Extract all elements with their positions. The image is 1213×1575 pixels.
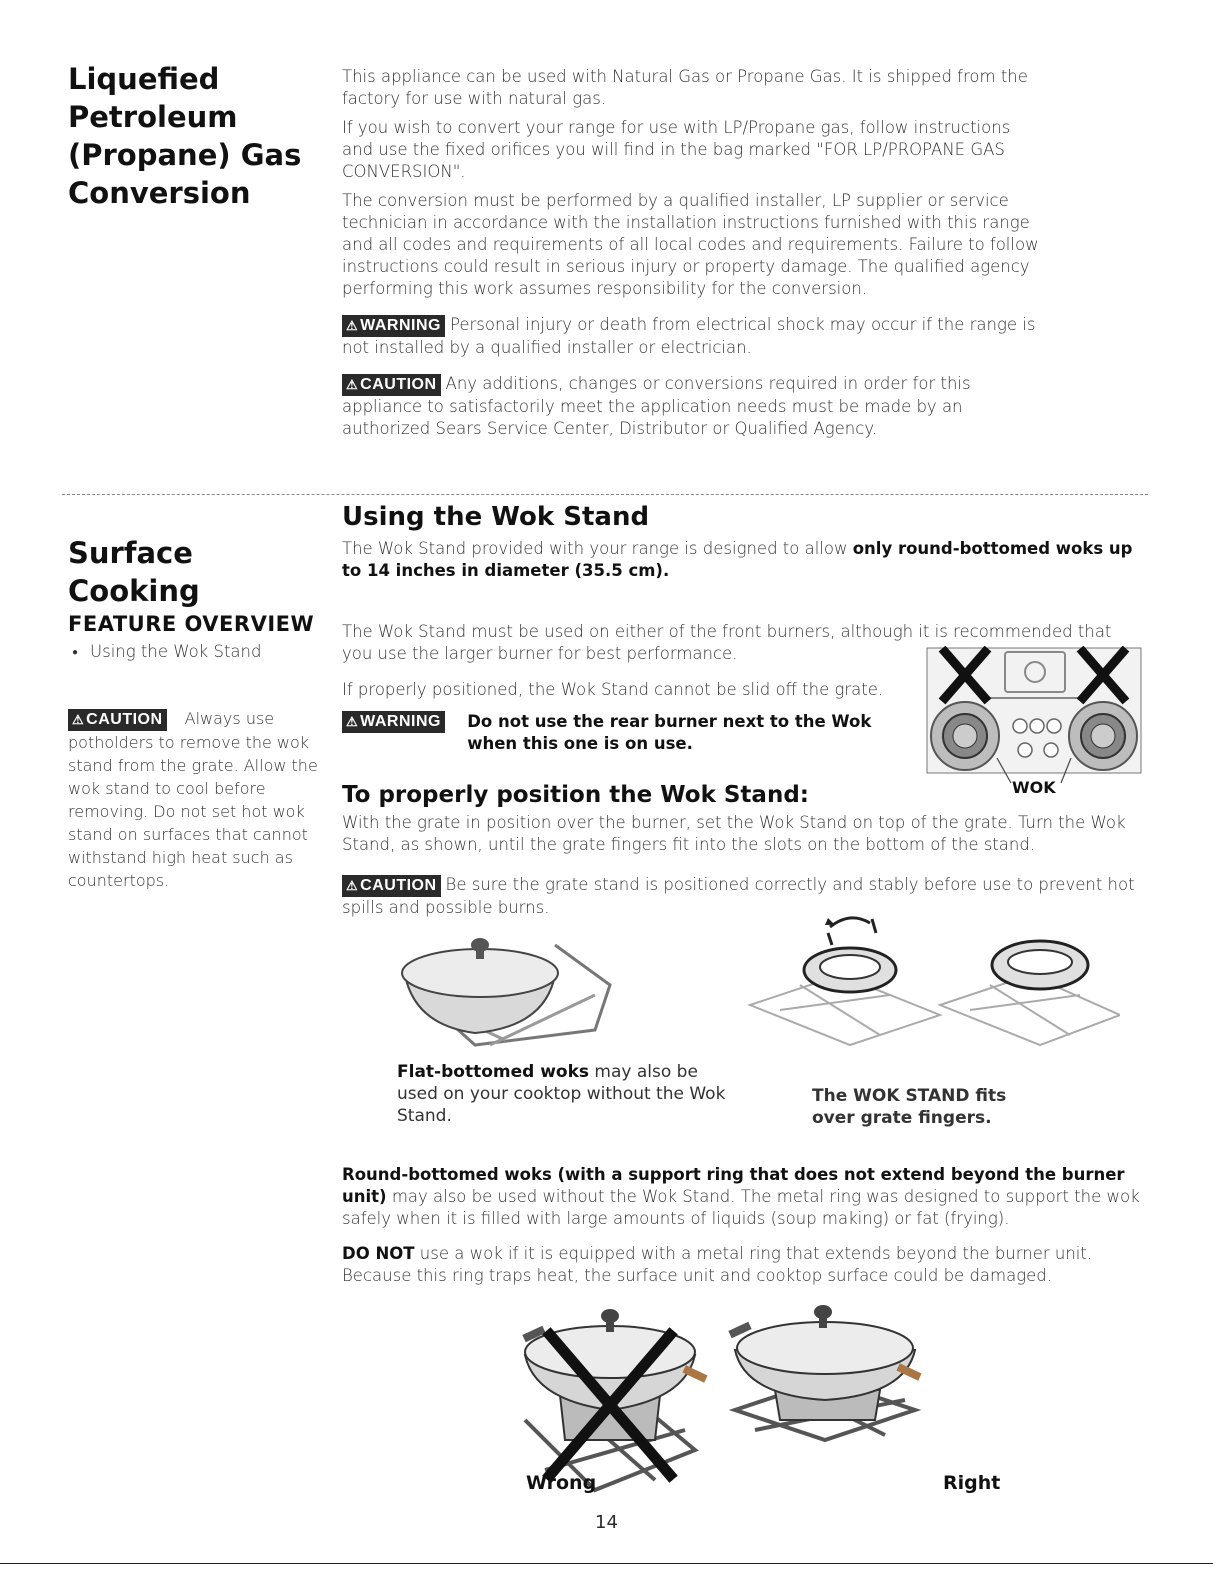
- wok-stand-positioned: [940, 941, 1120, 1045]
- burner-layout-diagram: [925, 646, 1145, 791]
- warning-badge: ⚠ WARNING: [342, 315, 445, 337]
- bullet-icon: ●: [72, 646, 79, 658]
- lp-caution-text: Any additions, changes or conversions required in order for this appliance to satisfactorily meet the application needs must be made by an authorized Sears Service Center, Distributor or Qualified Agency.: [342, 374, 971, 438]
- wrong-wok: [522, 1309, 707, 1490]
- section-divider: [62, 494, 1148, 495]
- right-label: Right: [943, 1472, 1001, 1494]
- lp-para-installer: The conversion must be performed by a qualified installer, LP supplier or service technician in accordance with the installation instructions furnished with this range and all codes and requirements of all local codes and requirements. Failure to follow instructions could result in serious injury or property damage. The qualified agency performing this work assumes responsibility for the conversion.: [342, 191, 1039, 298]
- position-text: With the grate in position over the burner, set the Wok Stand on top of the grate. Turn the Wok Stand, as shown, until the grate fingers fit into the slots on the bottom of the stand.: [342, 813, 1126, 854]
- wok-stand-rotating: [750, 918, 940, 1045]
- wok-ring-comparison-illustration: [505, 1300, 925, 1500]
- surface-section-title: [68, 534, 200, 610]
- flat-wok-illustration: [395, 915, 625, 1055]
- round-bottom-para: [342, 1164, 1142, 1230]
- wok-intro: [342, 538, 1142, 582]
- lp-para-natural-gas: This appliance can be used with Natural Gas or Propane Gas. It is shipped from the factory for use with natural gas.: [342, 67, 1028, 108]
- page-number: 14: [595, 1512, 618, 1533]
- lp-caution: [342, 373, 1042, 440]
- front-left-burner: [931, 702, 999, 770]
- lp-section-title: [68, 60, 318, 212]
- feature-overview-heading: FEATURE OVERVIEW: [68, 612, 315, 636]
- lp-title-line: Conversion: [68, 176, 251, 210]
- warning-triangle-icon: ⚠: [346, 714, 359, 729]
- warning-badge: ⚠ WARNING: [342, 711, 445, 733]
- position-subheading: To properly position the Wok Stand:: [342, 782, 809, 808]
- lp-section-body: [342, 66, 1042, 447]
- lp-warning-text: Personal injury or death from electrical shock may occur if the range is not installed by a qualified installer or electrician.: [342, 315, 1036, 357]
- surface-caution-text-first: Always use: [184, 709, 275, 728]
- caution-badge: ⚠ CAUTION: [68, 709, 167, 731]
- lp-title-line: Petroleum: [68, 100, 238, 134]
- flat-wok-caption-text: may also be used on your cooktop without the Wok Stand.: [397, 1062, 726, 1126]
- wok-caution-text: Be sure the grate stand is positioned correctly and stably before use to prevent hot spills and possible burns.: [342, 875, 1135, 917]
- lp-para-convert: If you wish to convert your range for use with LP/Propane gas, follow instructions and use the fixed orifices you will find in the bag marked "FOR LP/PROPANE GAS CONVERSION".: [342, 118, 1011, 181]
- wok-stand-grate-illustration: [740, 905, 1120, 1055]
- do-not-text: use a wok if it is equipped with a metal ring that extends beyond the burner unit. Because this ring traps heat, the surface unit and cooktop surface could be damaged.: [342, 1244, 1093, 1285]
- wok-warning: [342, 711, 922, 755]
- feature-list-item: [72, 641, 261, 664]
- wok-para-slid: If properly positioned, the Wok Stand cannot be slid off the grate.: [342, 680, 884, 699]
- wok-stand-fits-caption: The WOK STAND fits over grate fingers.: [812, 1086, 1007, 1128]
- surface-title-line: Cooking: [68, 574, 200, 608]
- feature-item-label: Using the Wok Stand: [90, 642, 262, 661]
- caution-badge: ⚠ CAUTION: [342, 374, 441, 396]
- flat-wok-caption: [397, 1061, 727, 1127]
- warning-triangle-icon: ⚠: [346, 377, 359, 392]
- surface-caution: [68, 707, 318, 892]
- warning-triangle-icon: ⚠: [72, 712, 85, 727]
- wok-diagram-label: WOK: [1012, 778, 1056, 797]
- do-not-bold: DO NOT: [342, 1244, 415, 1263]
- do-not-para: [342, 1243, 1142, 1287]
- wok-intro-bold: only round-bottomed woks up to 14 inches in diameter (35.5 cm).: [342, 539, 1133, 580]
- warning-triangle-icon: ⚠: [346, 878, 359, 893]
- round-bottom-bold: Round-bottomed woks (with a support ring that does not extend beyond the burner unit): [342, 1165, 1125, 1206]
- lp-title-line: (Propane) Gas: [68, 138, 302, 172]
- bottom-rule: [0, 1563, 1213, 1564]
- caution-badge: ⚠ CAUTION: [342, 875, 441, 897]
- wrong-label: Wrong: [526, 1472, 597, 1494]
- surface-title-line: Surface: [68, 536, 193, 570]
- front-right-burner: [1069, 702, 1137, 770]
- wok-para-front-burners: The Wok Stand must be used on either of the front burners, although it is recommended that you use the larger burner for best performance.: [342, 622, 1112, 663]
- flat-wok-caption-bold: Flat-bottomed woks: [397, 1062, 590, 1082]
- wok-warning-text: Do not use the rear burner next to the Wok when this one is on use.: [467, 712, 872, 753]
- lp-title-line: Liquefied: [68, 62, 220, 96]
- lp-warning: [342, 314, 1042, 359]
- right-wok: [728, 1305, 921, 1440]
- wok-intro-text: The Wok Stand provided with your range is designed to allow: [342, 539, 853, 558]
- warning-triangle-icon: ⚠: [346, 318, 359, 333]
- wok-section-title: Using the Wok Stand: [342, 502, 650, 532]
- round-bottom-text: may also be used without the Wok Stand. The metal ring was designed to support the wok safely when it is filled with large amounts of liquids (soup making) or fat (frying).: [342, 1187, 1140, 1228]
- surface-caution-text: potholders to remove the wok stand from the grate. Allow the wok stand to cool before removing. Do not set hot wok stand on surfaces that cannot withstand high heat such as countertops.: [68, 733, 318, 890]
